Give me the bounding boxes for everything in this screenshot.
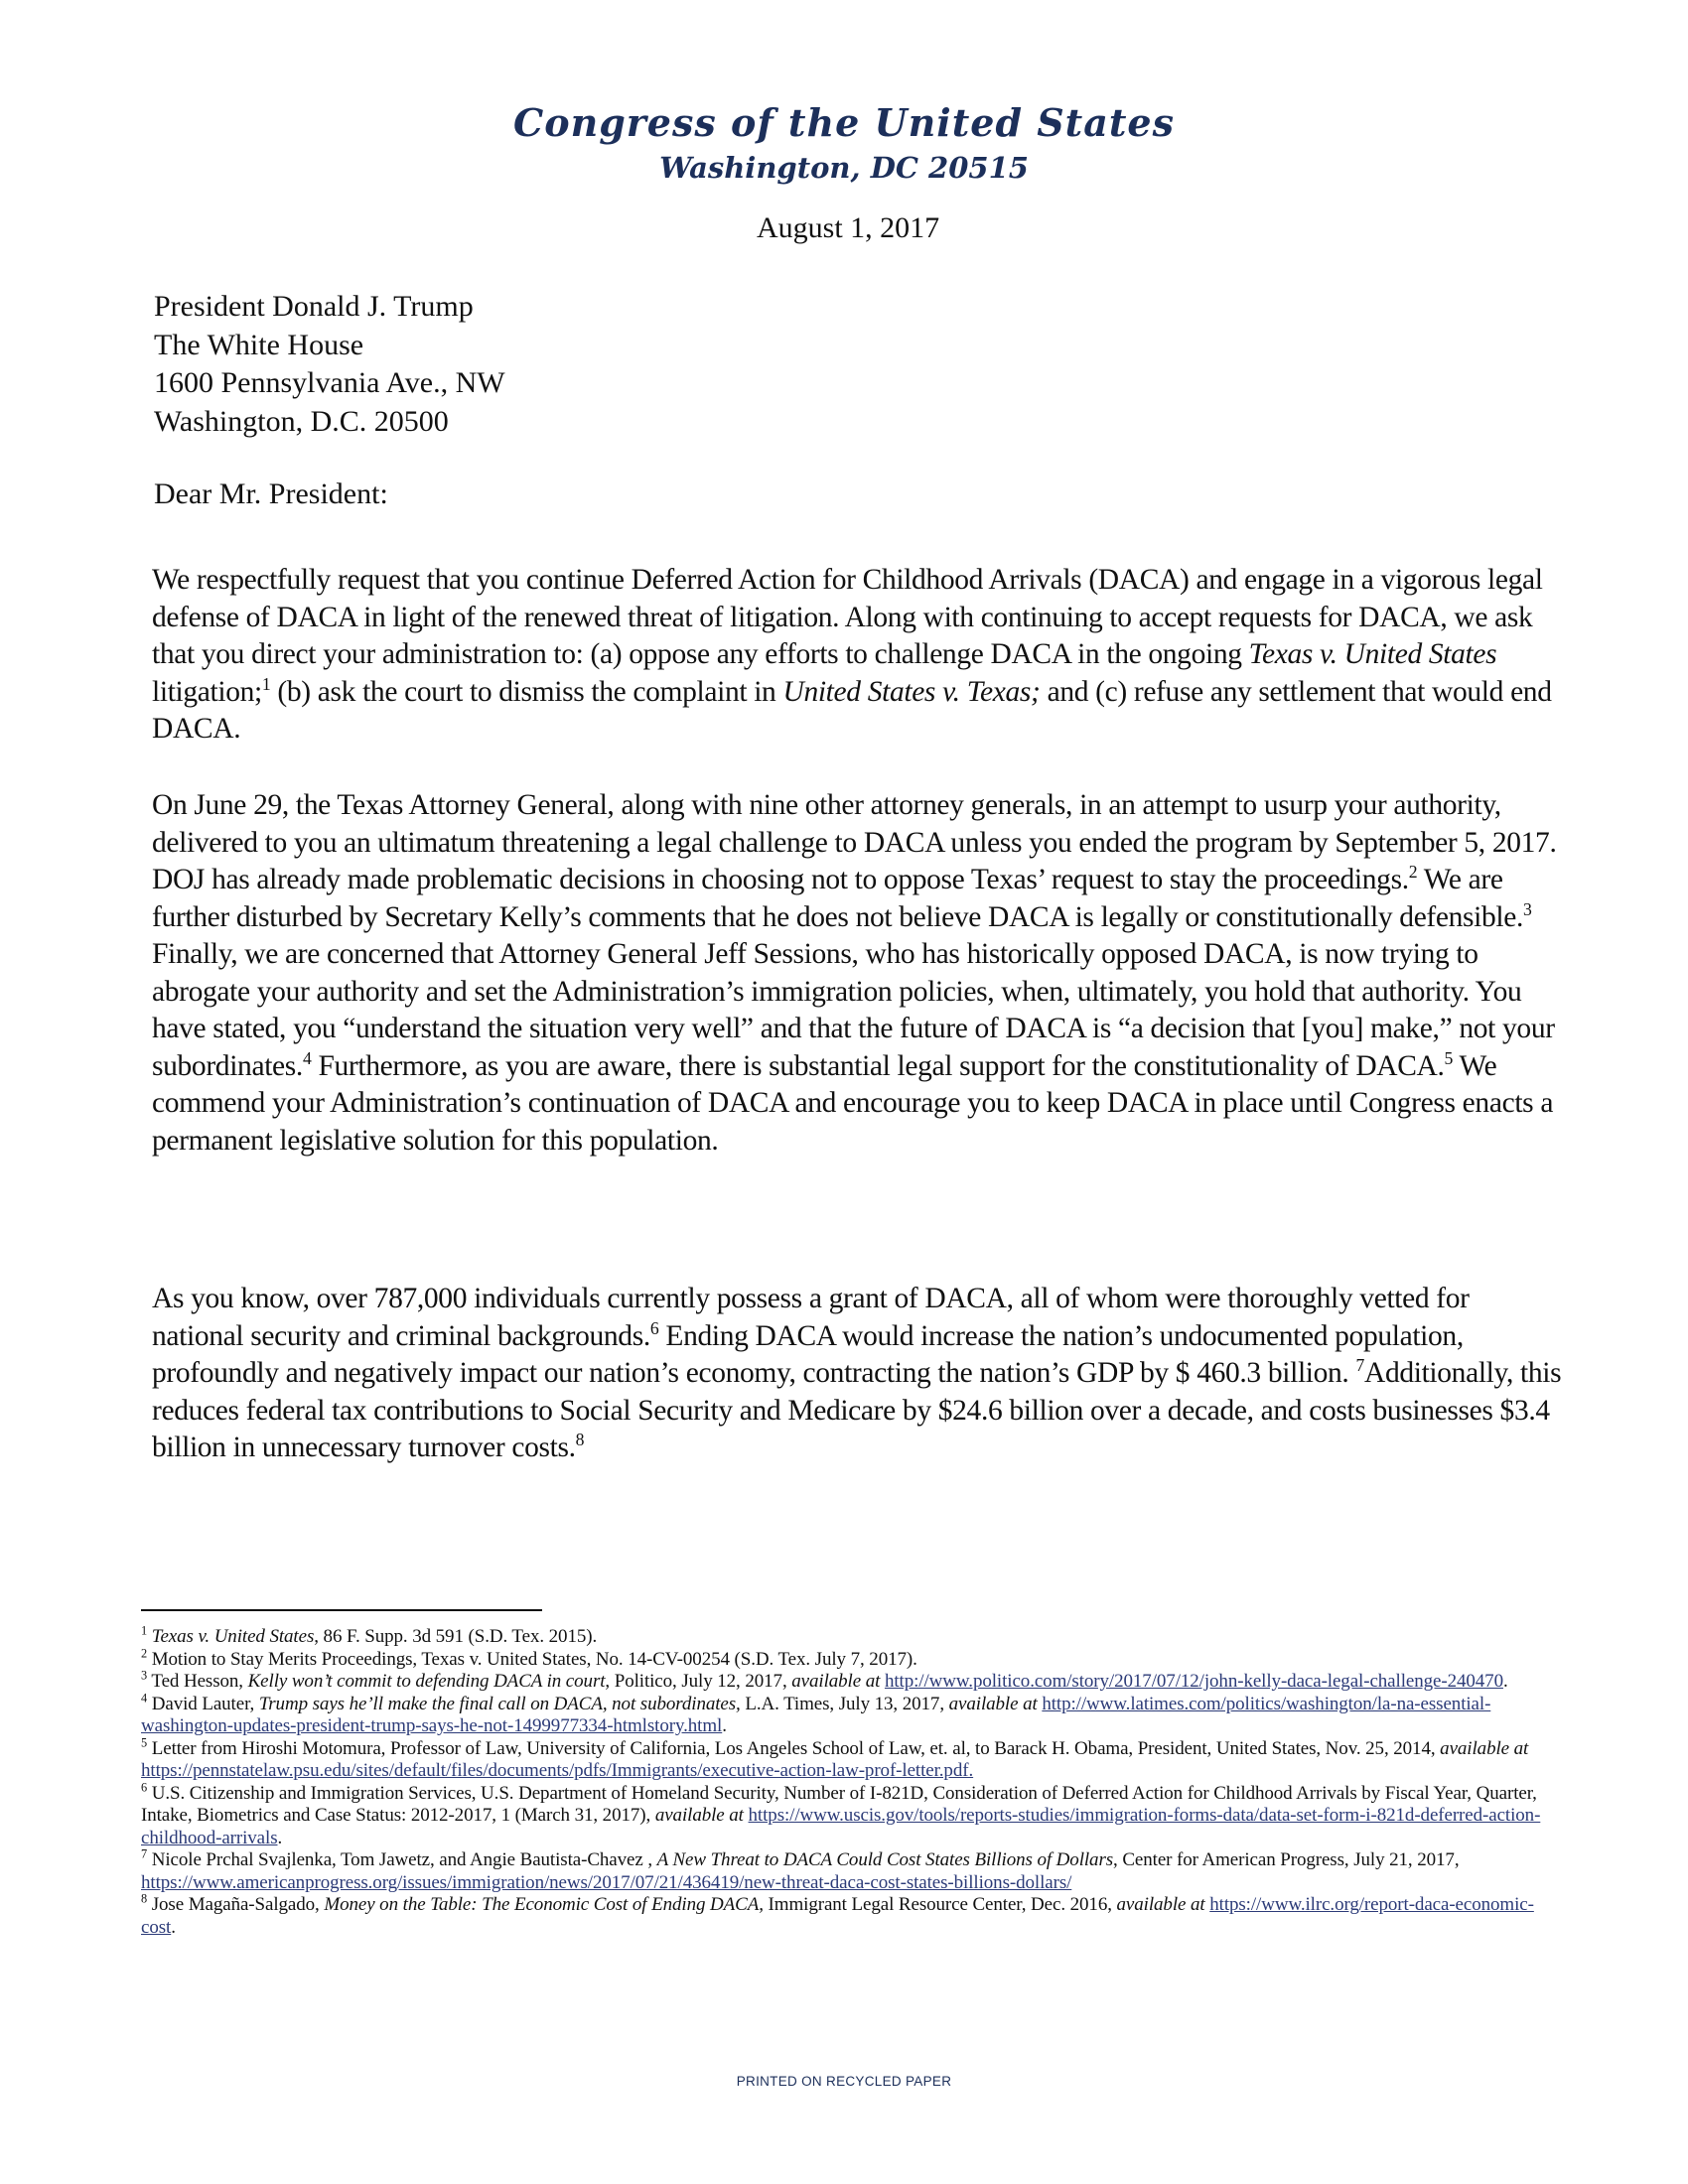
- text-run: Furthermore, as you are aware, there is substantial legal support for the constitutionality of DACA.: [311, 1049, 1445, 1082]
- footnote-number: 5: [141, 1735, 148, 1750]
- footnote-text: Nicole Prchal Svajlenka, Tom Jawetz, and Angie Bautista-Chavez ,: [151, 1849, 657, 1870]
- footnote-text: available at: [1116, 1894, 1205, 1915]
- text-run: Finally, we are concerned that Attorney General Jeff Sessions, who has historically opposed DACA, is now trying to abrogate your authority and set the Administration’s immigration policies, when, ultimately, you hold that authority. You have stated, you “understand the situation very well” and that the future of DACA is “a decision that [you] make,” not your subordinates.: [152, 938, 1555, 1082]
- body-paragraph-3: [152, 1281, 1562, 1467]
- salutation: Dear Mr. President:: [154, 478, 388, 510]
- letter-date: August 1, 2017: [757, 211, 940, 244]
- footnote-title: Kelly won’t commit to defending DACA in court: [247, 1671, 606, 1692]
- case-name: United States v. Texas;: [782, 675, 1041, 708]
- footnote-7: [141, 1846, 1551, 1894]
- footnote-link-pennstate[interactable]: https://pennstatelaw.psu.edu/sites/default/files/documents/pdfs/Immigrants/executive-action-law-prof-letter.pdf.: [141, 1760, 974, 1781]
- footnote-title: Money on the Table: The Economic Cost of Ending DACA,: [324, 1894, 764, 1915]
- footnote-text: .: [171, 1916, 176, 1938]
- footnote-number: 1: [141, 1623, 148, 1638]
- footnote-ref-8[interactable]: 8: [575, 1430, 585, 1450]
- text-run: Ending DACA would increase the nation’s undocumented population, profoundly and negatively impact our nation’s economy, contracting the nation’s GDP by $ 460.3 billion.: [152, 1319, 1464, 1389]
- letterhead-address: Washington, DC 20515: [659, 151, 1029, 185]
- recipient-city: Washington, D.C. 20500: [154, 404, 449, 438]
- body-paragraph-2: [152, 787, 1562, 1160]
- footnote-ref-4[interactable]: 4: [302, 1047, 312, 1068]
- footnote-text: available at: [654, 1805, 744, 1826]
- footnote-number: 6: [141, 1780, 148, 1795]
- footnote-ref-1[interactable]: 1: [261, 673, 271, 694]
- footnote-4: [141, 1691, 1551, 1738]
- recipient-name: President Donald J. Trump: [154, 290, 474, 323]
- letterhead-title: Congress of the United States: [513, 100, 1175, 145]
- footnote-ref-6[interactable]: 6: [649, 1317, 659, 1338]
- text-run: and (c) refuse any settlement that would end DACA.: [152, 675, 1552, 745]
- footnote-number: 7: [141, 1846, 148, 1861]
- footnote-5: [141, 1735, 1551, 1783]
- footnote-link-ilrc[interactable]: https://www.ilrc.org/report-daca-economic-cost: [141, 1894, 1534, 1938]
- footnote-text: .: [1502, 1671, 1508, 1692]
- footnote-link-latimes[interactable]: http://www.latimes.com/politics/washington/la-na-essential-washington-updates-president-trump-says-he-not-1499977334-htmlstory.html: [141, 1693, 1491, 1736]
- footnote-title: A New Threat to DACA Could Cost States Billions of Dollars: [656, 1849, 1114, 1870]
- footnote-8: [141, 1891, 1551, 1939]
- footnote-text: .: [722, 1715, 727, 1736]
- footnote-3: [141, 1668, 1551, 1694]
- text-run: litigation;: [152, 675, 262, 708]
- footnotes: [141, 1623, 1551, 1939]
- recipient-street: 1600 Pennsylvania Ave., NW: [154, 366, 505, 399]
- footnote-text: .: [277, 1827, 283, 1848]
- footnote-number: 8: [141, 1891, 148, 1906]
- footnote-text: Motion to Stay Merits Proceedings, Texas v. United States, No. 14-CV-00254 (S.D. Tex. July 7, 2017).: [151, 1648, 917, 1670]
- footnote-number: 2: [141, 1646, 148, 1661]
- footnote-text: , 86 F. Supp. 3d 591 (S.D. Tex. 2015).: [314, 1626, 598, 1647]
- footnote-text: U.S. Citizenship and Immigration Services, U.S. Department of Homeland Security, Number of I-821D, Consideration of Deferred Action for Childhood Arrivals by Fiscal Year, Quarter, Intake, Biometrics and Case Status: 2012-2017, 1 (March 31, 2017),: [141, 1782, 1537, 1826]
- footnote-ref-3[interactable]: 3: [1523, 898, 1532, 919]
- footnote-number: 4: [141, 1691, 148, 1706]
- footnote-text: David Lauter,: [151, 1693, 259, 1714]
- footnote-link-uscis[interactable]: https://www.uscis.gov/tools/reports-studies/immigration-forms-data/data-set-form-i-821d-deferred-action-childhood-arrivals: [141, 1805, 1541, 1848]
- footnote-link-americanprogress[interactable]: https://www.americanprogress.org/issues/immigration/news/2017/07/21/436419/new-threat-daca-cost-states-billions-dollars/: [141, 1871, 1072, 1893]
- printed-on-recycled-paper: PRINTED ON RECYCLED PAPER: [736, 2074, 952, 2089]
- footnote-ref-5[interactable]: 5: [1444, 1047, 1454, 1068]
- footnote-text: Jose Magaña-Salgado,: [151, 1894, 325, 1915]
- text-run: As you know, over 787,000 individuals currently possess a grant of DACA, all of whom were thoroughly vetted for national security and criminal backgrounds.: [152, 1283, 1470, 1352]
- footnote-text: available at: [1440, 1737, 1529, 1759]
- footnote-text: , Politico, July 12, 2017,: [605, 1671, 792, 1692]
- text-run: We commend your Administration’s continuation of DACA and encourage you to keep DACA in place until Congress enacts a permanent legislative solution for this population.: [152, 1049, 1554, 1157]
- text-run: (b) ask the court to dismiss the complaint in: [270, 675, 783, 708]
- letterhead: [0, 99, 1688, 189]
- footnote-text: Ted Hesson,: [151, 1671, 248, 1692]
- recipient-org: The White House: [154, 328, 364, 361]
- text-run: On June 29, the Texas Attorney General, along with nine other attorney generals, in an attempt to usurp your authority, delivered to you an ultimatum threatening a legal challenge to DACA unless you ended the program by September 5, 2017. DOJ has already made problematic decisions in choosing not to oppose Texas’ request to stay the proceedings.: [152, 789, 1557, 895]
- text-run: Additionally, this reduces federal tax contributions to Social Security and Medicare by $24.6 billion over a decade, and costs businesses $3.4 billion in unnecessary turnover costs.: [152, 1357, 1562, 1463]
- footnote-number: 3: [141, 1668, 148, 1683]
- footnote-ref-7[interactable]: 7: [1355, 1355, 1364, 1376]
- footnote-separator: [141, 1609, 542, 1611]
- footnote-6: [141, 1780, 1551, 1850]
- footnote-text: available at: [791, 1671, 881, 1692]
- recipient-address: [154, 288, 505, 441]
- footnote-text: available at: [948, 1693, 1038, 1714]
- footnote-1: [141, 1623, 1551, 1649]
- footnote-text: L.A. Times, July 13, 2017,: [740, 1693, 949, 1714]
- footnote-link-politico[interactable]: http://www.politico.com/story/2017/07/12/john-kelly-daca-legal-challenge-240470: [884, 1671, 1503, 1692]
- footnote-2: [141, 1646, 1551, 1672]
- footnote-title: Trump says he’ll make the final call on DACA, not subordinates,: [258, 1693, 741, 1714]
- footnote-text: Immigrant Legal Resource Center, Dec. 2016,: [763, 1894, 1117, 1915]
- footnote-title: Texas v. United States: [151, 1626, 315, 1647]
- footnote-ref-2[interactable]: 2: [1408, 862, 1418, 883]
- text-run: We respectfully request that you continue Deferred Action for Childhood Arrivals (DACA) and engage in a vigorous legal defense of DACA in light of the renewed threat of litigation. Along with continuing to accept requests for DACA, we ask that you direct your administration to: (a) oppose any efforts to challenge DACA in the ongoing: [152, 564, 1543, 670]
- body-paragraph-1: [152, 562, 1562, 749]
- footnote-text: , Center for American Progress, July 21, 2017,: [1113, 1849, 1460, 1870]
- footnote-text: Letter from Hiroshi Motomura, Professor of Law, University of California, Los Angeles School of Law, et. al, to Barack H. Obama, President, United States, Nov. 25, 2014,: [151, 1737, 1441, 1759]
- text-run: We are further disturbed by Secretary Kelly’s comments that he does not believe DACA is legally or constitutionally defensible.: [152, 864, 1524, 933]
- case-name: Texas v. United States: [1248, 638, 1497, 670]
